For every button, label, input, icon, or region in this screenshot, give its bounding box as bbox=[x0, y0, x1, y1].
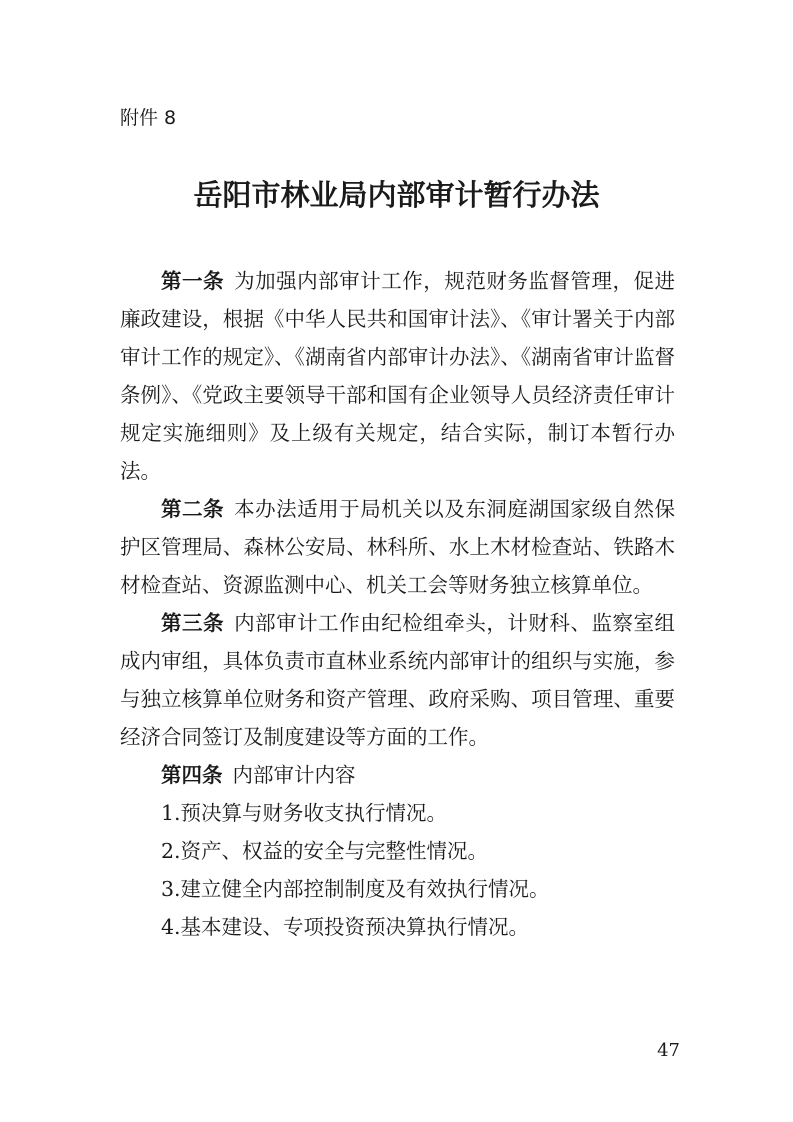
document-body bbox=[120, 262, 675, 946]
article-2-text: 本办法适用于局机关以及东洞庭湖国家级自然保护区管理局、森林公安局、林科所、水上木材检查站、铁路木材检查站、资源监测中心、机关工会等财务独立核算单位。 bbox=[120, 497, 676, 597]
article-2-label: 第二条 bbox=[161, 497, 225, 521]
article-3-label: 第三条 bbox=[161, 611, 225, 635]
article-2 bbox=[120, 490, 675, 604]
article-1 bbox=[120, 262, 675, 490]
article-3-text: 内部审计工作由纪检组牵头，计财科、监察室组成内审组，具体负责市直林业系统内部审计的组织与实施，参与独立核算单位财务和资产管理、政府采购、项目管理、重要经济合同签订及制度建设等方面的工作。 bbox=[120, 611, 676, 749]
list-item: 2.资产、权益的安全与完整性情况。 bbox=[161, 839, 489, 863]
article-3 bbox=[120, 604, 675, 756]
article-1-label: 第一条 bbox=[161, 269, 225, 293]
list-item: 3.建立健全内部控制制度及有效执行情况。 bbox=[161, 877, 550, 901]
page-number: 47 bbox=[657, 1040, 680, 1061]
list-item: 4.基本建设、专项投资预决算执行情况。 bbox=[161, 915, 530, 939]
attachment-label: 附件 8 bbox=[120, 107, 177, 129]
article-4-label: 第四条 bbox=[161, 763, 223, 787]
document-title: 岳阳市林业局内部审计暂行办法 bbox=[193, 178, 600, 212]
article-1-text: 为加强内部审计工作，规范财务监督管理，促进廉政建设，根据《中华人民共和国审计法》、《审计署关于内部审计工作的规定》、《湖南省内部审计办法》、《湖南省审计监督条例》、《党政主要领导干部和国有企业领导人员经济责任审计规定实施细则》及上级有关规定，结合实际，制订本暂行办法。 bbox=[120, 269, 676, 483]
article-4 bbox=[120, 756, 675, 794]
list-item: 1.预决算与财务收支执行情况。 bbox=[161, 801, 448, 825]
article-4-text: 内部审计内容 bbox=[232, 763, 356, 787]
